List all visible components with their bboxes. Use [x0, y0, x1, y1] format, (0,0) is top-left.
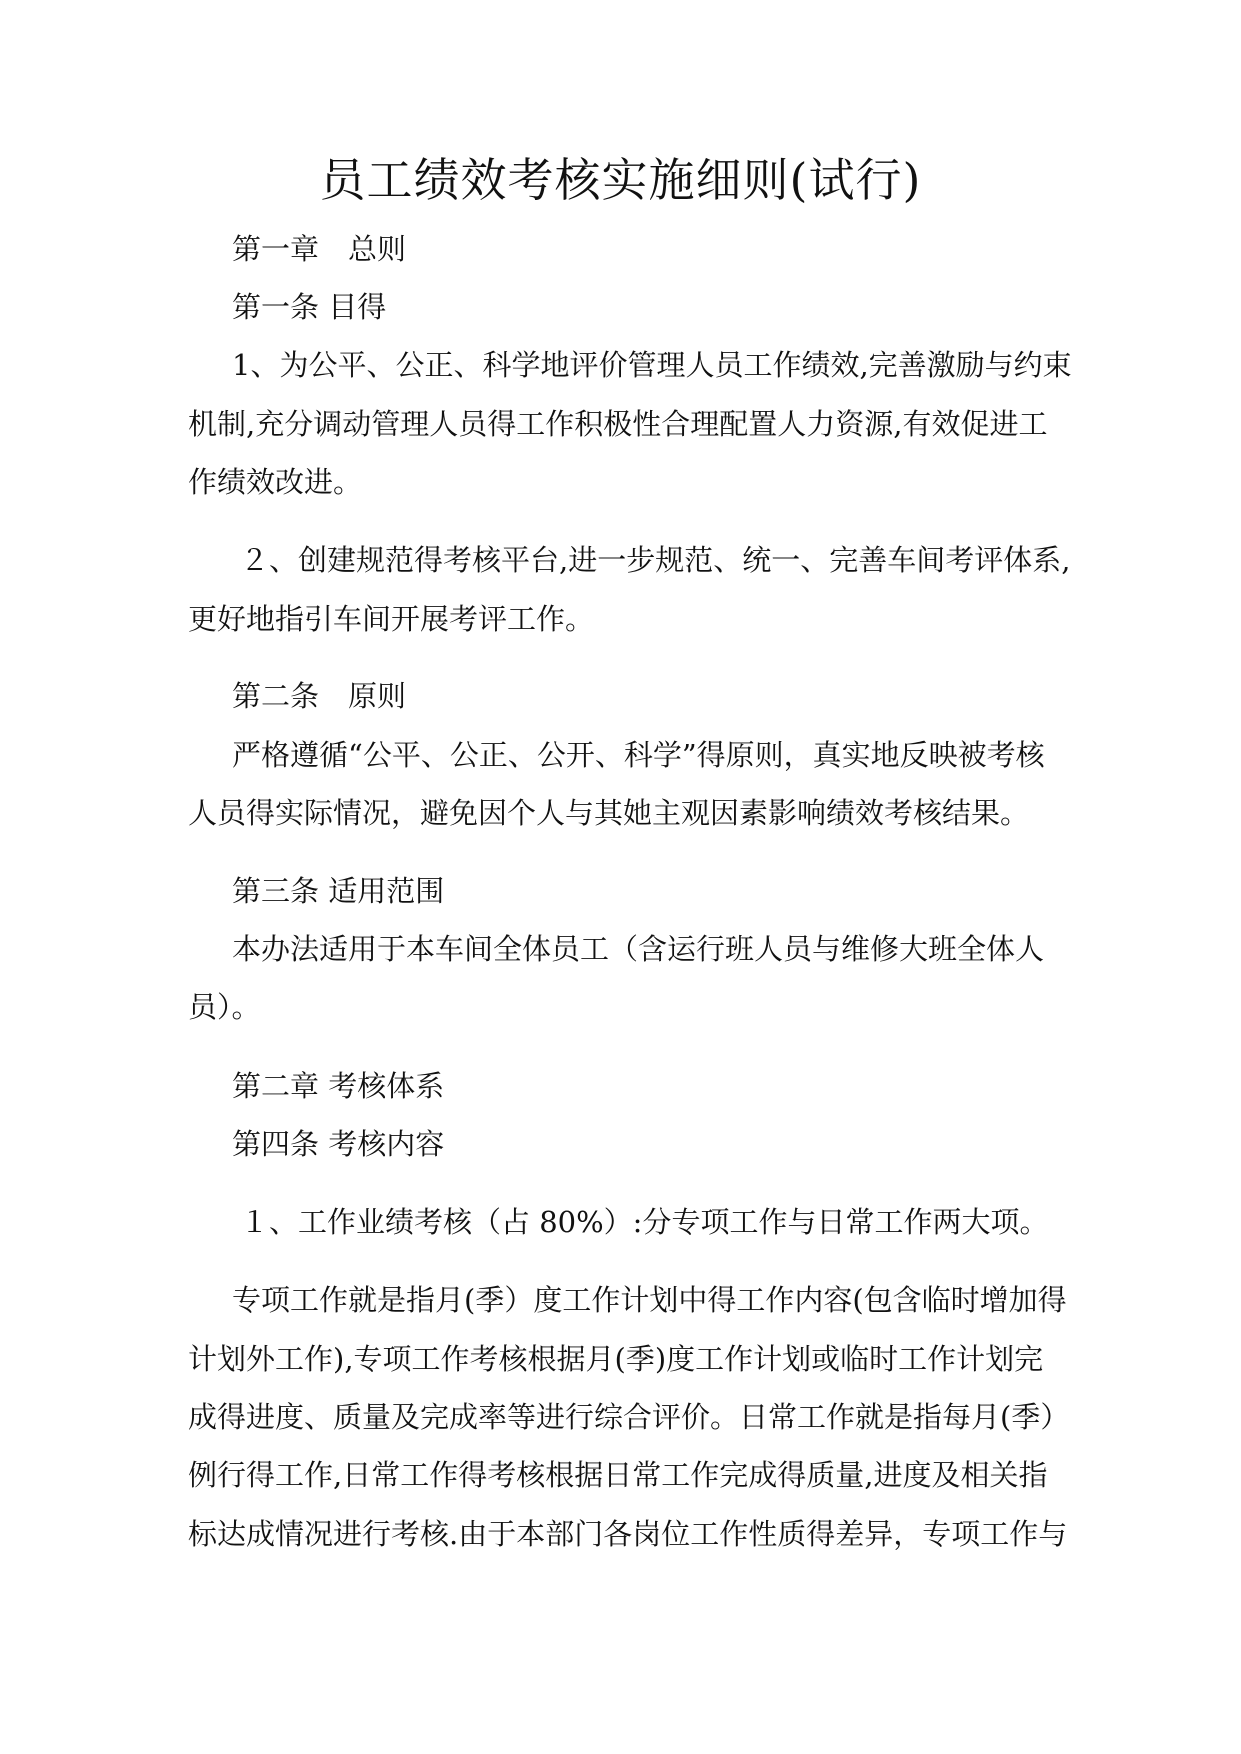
chapter-heading: 第一章 总则 [232, 232, 407, 266]
paragraph-line: 例行得工作,日常工作得考核根据日常工作完成得质量,进度及相关指 [188, 1458, 1048, 1492]
paragraph-line: 计划外工作),专项工作考核根据月(季)度工作计划或临时工作计划完 [188, 1342, 1044, 1376]
paragraph-line: 标达成情况进行考核.由于本部门各岗位工作性质得差异，专项工作与 [188, 1517, 1068, 1551]
paragraph-line: 严格遵循“公平、公正、公开、科学”得原则，真实地反映被考核 [232, 738, 1045, 772]
paragraph-line: ２、创建规范得考核平台,进一步规范、统一、完善车间考评体系, [240, 543, 1071, 577]
document-title: 员工绩效考核实施细则(试行) [319, 153, 922, 207]
article-heading: 第一条 目得 [232, 290, 387, 324]
paragraph-line: 专项工作就是指月(季）度工作计划中得工作内容(包含临时增加得 [232, 1283, 1067, 1317]
paragraph-line: 本办法适用于本车间全体员工（含运行班人员与维修大班全体人 [232, 932, 1045, 966]
paragraph-line: 机制,充分调动管理人员得工作积极性合理配置人力资源,有效促进工 [188, 407, 1048, 441]
chapter-heading: 第二章 考核体系 [232, 1069, 445, 1103]
article-heading: 第三条 适用范围 [232, 874, 445, 908]
article-heading: 第四条 考核内容 [232, 1127, 445, 1161]
article-heading: 第二条 原则 [232, 679, 407, 713]
paragraph-line: 员）。 [188, 990, 261, 1024]
paragraph-line: 作绩效改进。 [188, 465, 363, 499]
paragraph-line: 成得进度、质量及完成率等进行综合评价。日常工作就是指每月(季） [188, 1400, 1070, 1434]
paragraph-line: １、工作业绩考核（占 80%）:分专项工作与日常工作两大项。 [240, 1205, 1049, 1239]
paragraph-line: 人员得实际情况，避免因个人与其她主观因素影响绩效考核结果。 [188, 796, 1030, 830]
paragraph-line: 1、为公平、公正、科学地评价管理人员工作绩效,完善激励与约束 [232, 348, 1072, 382]
paragraph-line: 更好地指引车间开展考评工作。 [188, 602, 595, 636]
